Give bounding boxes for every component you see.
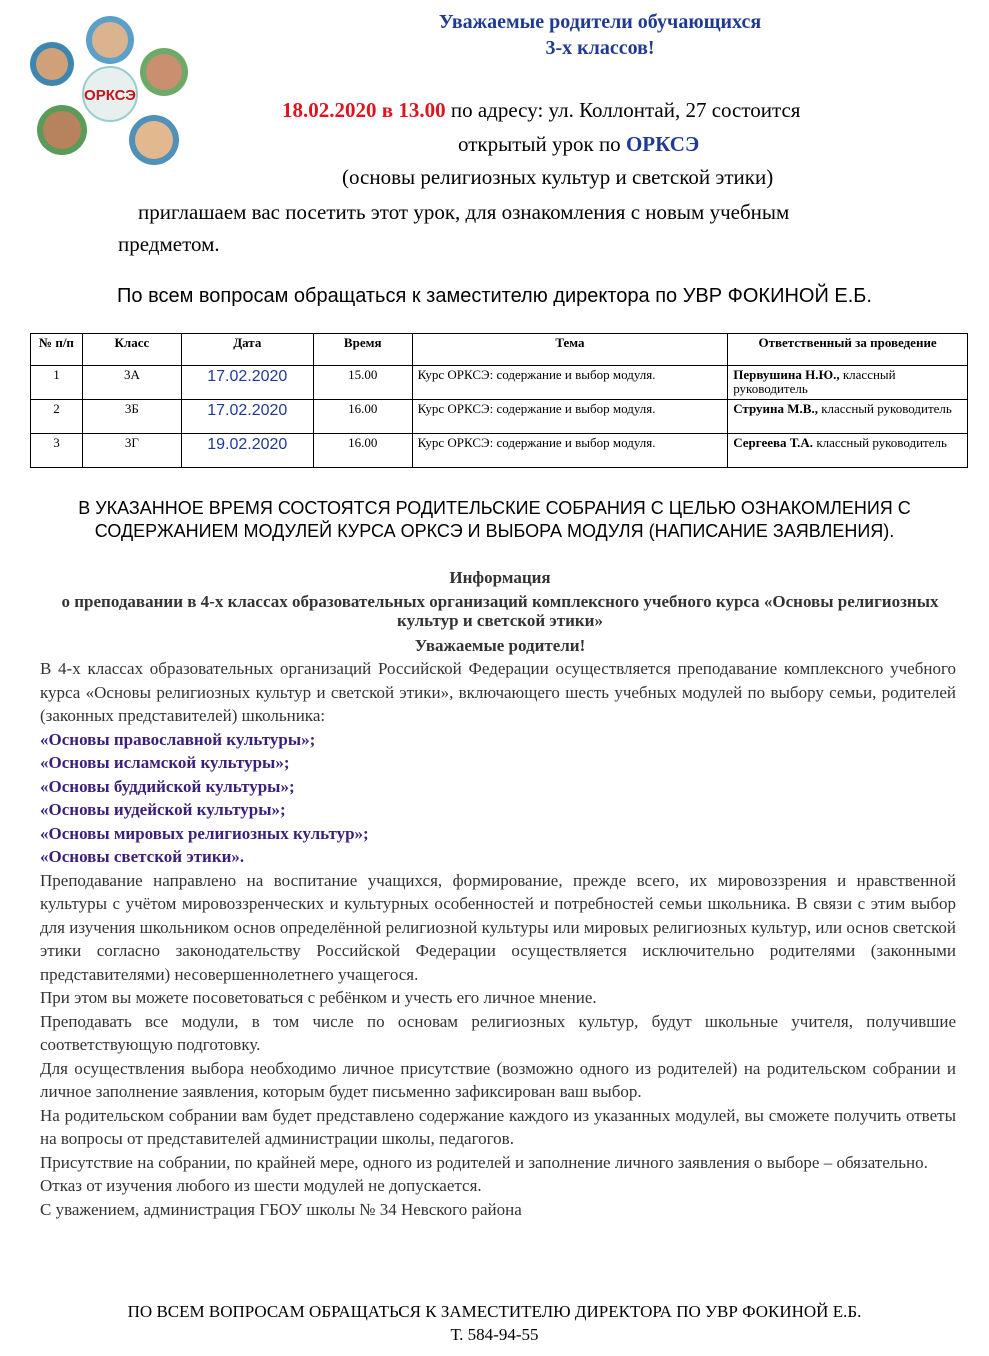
intro-line-1 bbox=[282, 98, 800, 122]
col-header-time: Время bbox=[313, 334, 412, 366]
col-header-topic: Тема bbox=[412, 334, 728, 366]
table-header-row bbox=[31, 334, 968, 366]
cell-responsible bbox=[728, 366, 968, 400]
body-paragraph: Преподавать все модули, в том числе по основам религиозных культур, будут школьные учителя, получившие соответствующую подготовку. bbox=[40, 1011, 956, 1054]
cell-topic: Курс ОРКСЭ: содержание и выбор модуля. bbox=[412, 434, 728, 468]
cell-time: 16.00 bbox=[313, 434, 412, 468]
info-title: Информация bbox=[449, 568, 551, 587]
logo-label: ОРКСЭ bbox=[84, 87, 136, 104]
bottom-contact bbox=[0, 1300, 989, 1346]
cell-responsible bbox=[728, 434, 968, 468]
cell-time: 15.00 bbox=[313, 366, 412, 400]
contact-note: По всем вопросам обращаться к заместителю директора по УВР ФОКИНОЙ Е.Б. bbox=[117, 285, 872, 307]
module-item: «Основы иудейской культуры»; bbox=[40, 800, 286, 819]
cell-topic: Курс ОРКСЭ: содержание и выбор модуля. bbox=[412, 400, 728, 434]
cell-class: 3Б bbox=[82, 400, 181, 434]
notice-line-2: СОДЕРЖАНИЕМ МОДУЛЕЙ КУРСА ОРКСЭ И ВЫБОРА МОДУЛЯ (НАПИСАНИЕ ЗАЯВЛЕНИЯ). bbox=[94, 521, 895, 541]
cell-number: 2 bbox=[31, 400, 83, 434]
module-item: «Основы буддийской культуры»; bbox=[40, 776, 295, 796]
info-body bbox=[40, 657, 956, 1221]
responsible-role: классный руководитель bbox=[817, 401, 952, 416]
subject-full-name: (основы религиозных культур и светской этики) bbox=[342, 165, 774, 189]
subject-name: ОРКСЭ bbox=[625, 132, 700, 156]
header-title-line1: Уважаемые родители обучающихся bbox=[438, 11, 762, 33]
info-greeting: Уважаемые родители! bbox=[414, 636, 586, 655]
intro-line-2 bbox=[458, 132, 699, 156]
open-lesson-text: открытый урок по bbox=[458, 132, 626, 156]
info-subtitle: о преподавании в 4-х классах образовательных организаций комплексного учебного курса «Основы религиозных культур и светской этики» bbox=[61, 592, 939, 630]
cell-class: 3А bbox=[82, 366, 181, 400]
col-header-responsible: Ответственный за проведение bbox=[728, 334, 968, 366]
invite-line-1: приглашаем вас посетить этот урок, для ознакомления с новым учебным bbox=[138, 200, 790, 224]
cell-date: 17.02.2020 bbox=[181, 366, 313, 400]
module-item: «Основы мировых религиозных культур»; bbox=[40, 823, 369, 843]
module-item: «Основы светской этики». bbox=[40, 847, 245, 866]
body-paragraph: Для осуществления выбора необходимо личное присутствие (возможно одного из родителей) на родительском собрании и личное заполнение заявления, которым будет письменно зафиксирован ваш выбор. bbox=[40, 1058, 956, 1101]
orkse-logo bbox=[22, 12, 192, 177]
signature: С уважением, администрация ГБОУ школы № 34 Невского района bbox=[40, 1199, 522, 1219]
cell-topic: Курс ОРКСЭ: содержание и выбор модуля. bbox=[412, 366, 728, 400]
body-paragraph: При этом вы можете посоветоваться с ребёнком и учесть его личное мнение. bbox=[40, 988, 597, 1007]
event-address: по адресу: ул. Коллонтай, 27 состоится bbox=[445, 98, 801, 122]
notice-line-1: В УКАЗАННОЕ ВРЕМЯ СОСТОЯТСЯ РОДИТЕЛЬСКИЕ СОБРАНИЯ С ЦЕЛЬЮ ОЗНАКОМЛЕНИЯ С bbox=[78, 498, 911, 518]
responsible-role: классный руководитель bbox=[733, 367, 896, 396]
col-header-class: Класс bbox=[82, 334, 181, 366]
cell-date: 19.02.2020 bbox=[181, 434, 313, 468]
module-item: «Основы православной культуры»; bbox=[40, 729, 316, 749]
cell-class: 3Г bbox=[82, 434, 181, 468]
cell-date: 17.02.2020 bbox=[181, 400, 313, 434]
schedule-table bbox=[30, 333, 968, 468]
cell-number: 1 bbox=[31, 366, 83, 400]
module-item: «Основы исламской культуры»; bbox=[40, 753, 290, 772]
table-row bbox=[31, 434, 968, 468]
body-paragraph: Присутствие на собрании, по крайней мере, одного из родителей и заполнение личного заявления о выборе – обязательно. bbox=[40, 1152, 928, 1172]
phone-number: Т. 584-94-55 bbox=[450, 1325, 539, 1344]
bottom-contact-line: ПО ВСЕМ ВОПРОСАМ ОБРАЩАТЬСЯ К ЗАМЕСТИТЕЛЮ ДИРЕКТОРА ПО УВР ФОКИНОЙ Е.Б. bbox=[127, 1302, 862, 1321]
cell-time: 16.00 bbox=[313, 400, 412, 434]
body-paragraph: Преподавание направлено на воспитание учащихся, формирование, прежде всего, их мировоззрения и нравственной культуры с учётом мировоззренческих и культурных особенностей и потребностей семьи школьника. В связи с этим выбор для изучения школьником основ определённой религиозной культуры или мировых религиозных культур, или основ светской этики согласно законодательству Российской Федерации осуществляется исключительно родителями (законными представителями) несовершеннолетнего учащегося. bbox=[40, 870, 956, 984]
invite-line-2: предметом. bbox=[118, 232, 220, 256]
body-paragraph: Отказ от изучения любого из шести модулей не допускается. bbox=[40, 1176, 482, 1195]
responsible-name: Сергеева Т.А. bbox=[733, 435, 814, 450]
event-date-time: 18.02.2020 в 13.00 bbox=[282, 98, 446, 122]
table-row bbox=[31, 400, 968, 434]
cell-number: 3 bbox=[31, 434, 83, 468]
table-row bbox=[31, 366, 968, 400]
intro-paragraph: В 4-х классах образовательных организаций Российской Федерации осуществляется преподавание комплексного учебного курса «Основы религиозных культур и светской этики», включающего шесть учебных модулей по выбору семьи, родителей (законных представителей) школьника: bbox=[40, 659, 956, 725]
col-header-number: № п/п bbox=[31, 334, 83, 366]
body-paragraph: На родительском собрании вам будет представлено содержание каждого из указанных модулей, вы сможете получить ответы на вопросы от представителей администрации школы, педагогов. bbox=[40, 1105, 956, 1148]
responsible-role: классный руководитель bbox=[813, 435, 947, 450]
meeting-notice bbox=[0, 497, 989, 543]
col-header-date: Дата bbox=[181, 334, 313, 366]
responsible-name: Первушина Н.Ю., bbox=[733, 367, 840, 382]
responsible-name: Струина М.В., bbox=[733, 401, 818, 416]
header-title-line2: 3-х классов! bbox=[545, 37, 655, 59]
cell-responsible bbox=[728, 400, 968, 434]
